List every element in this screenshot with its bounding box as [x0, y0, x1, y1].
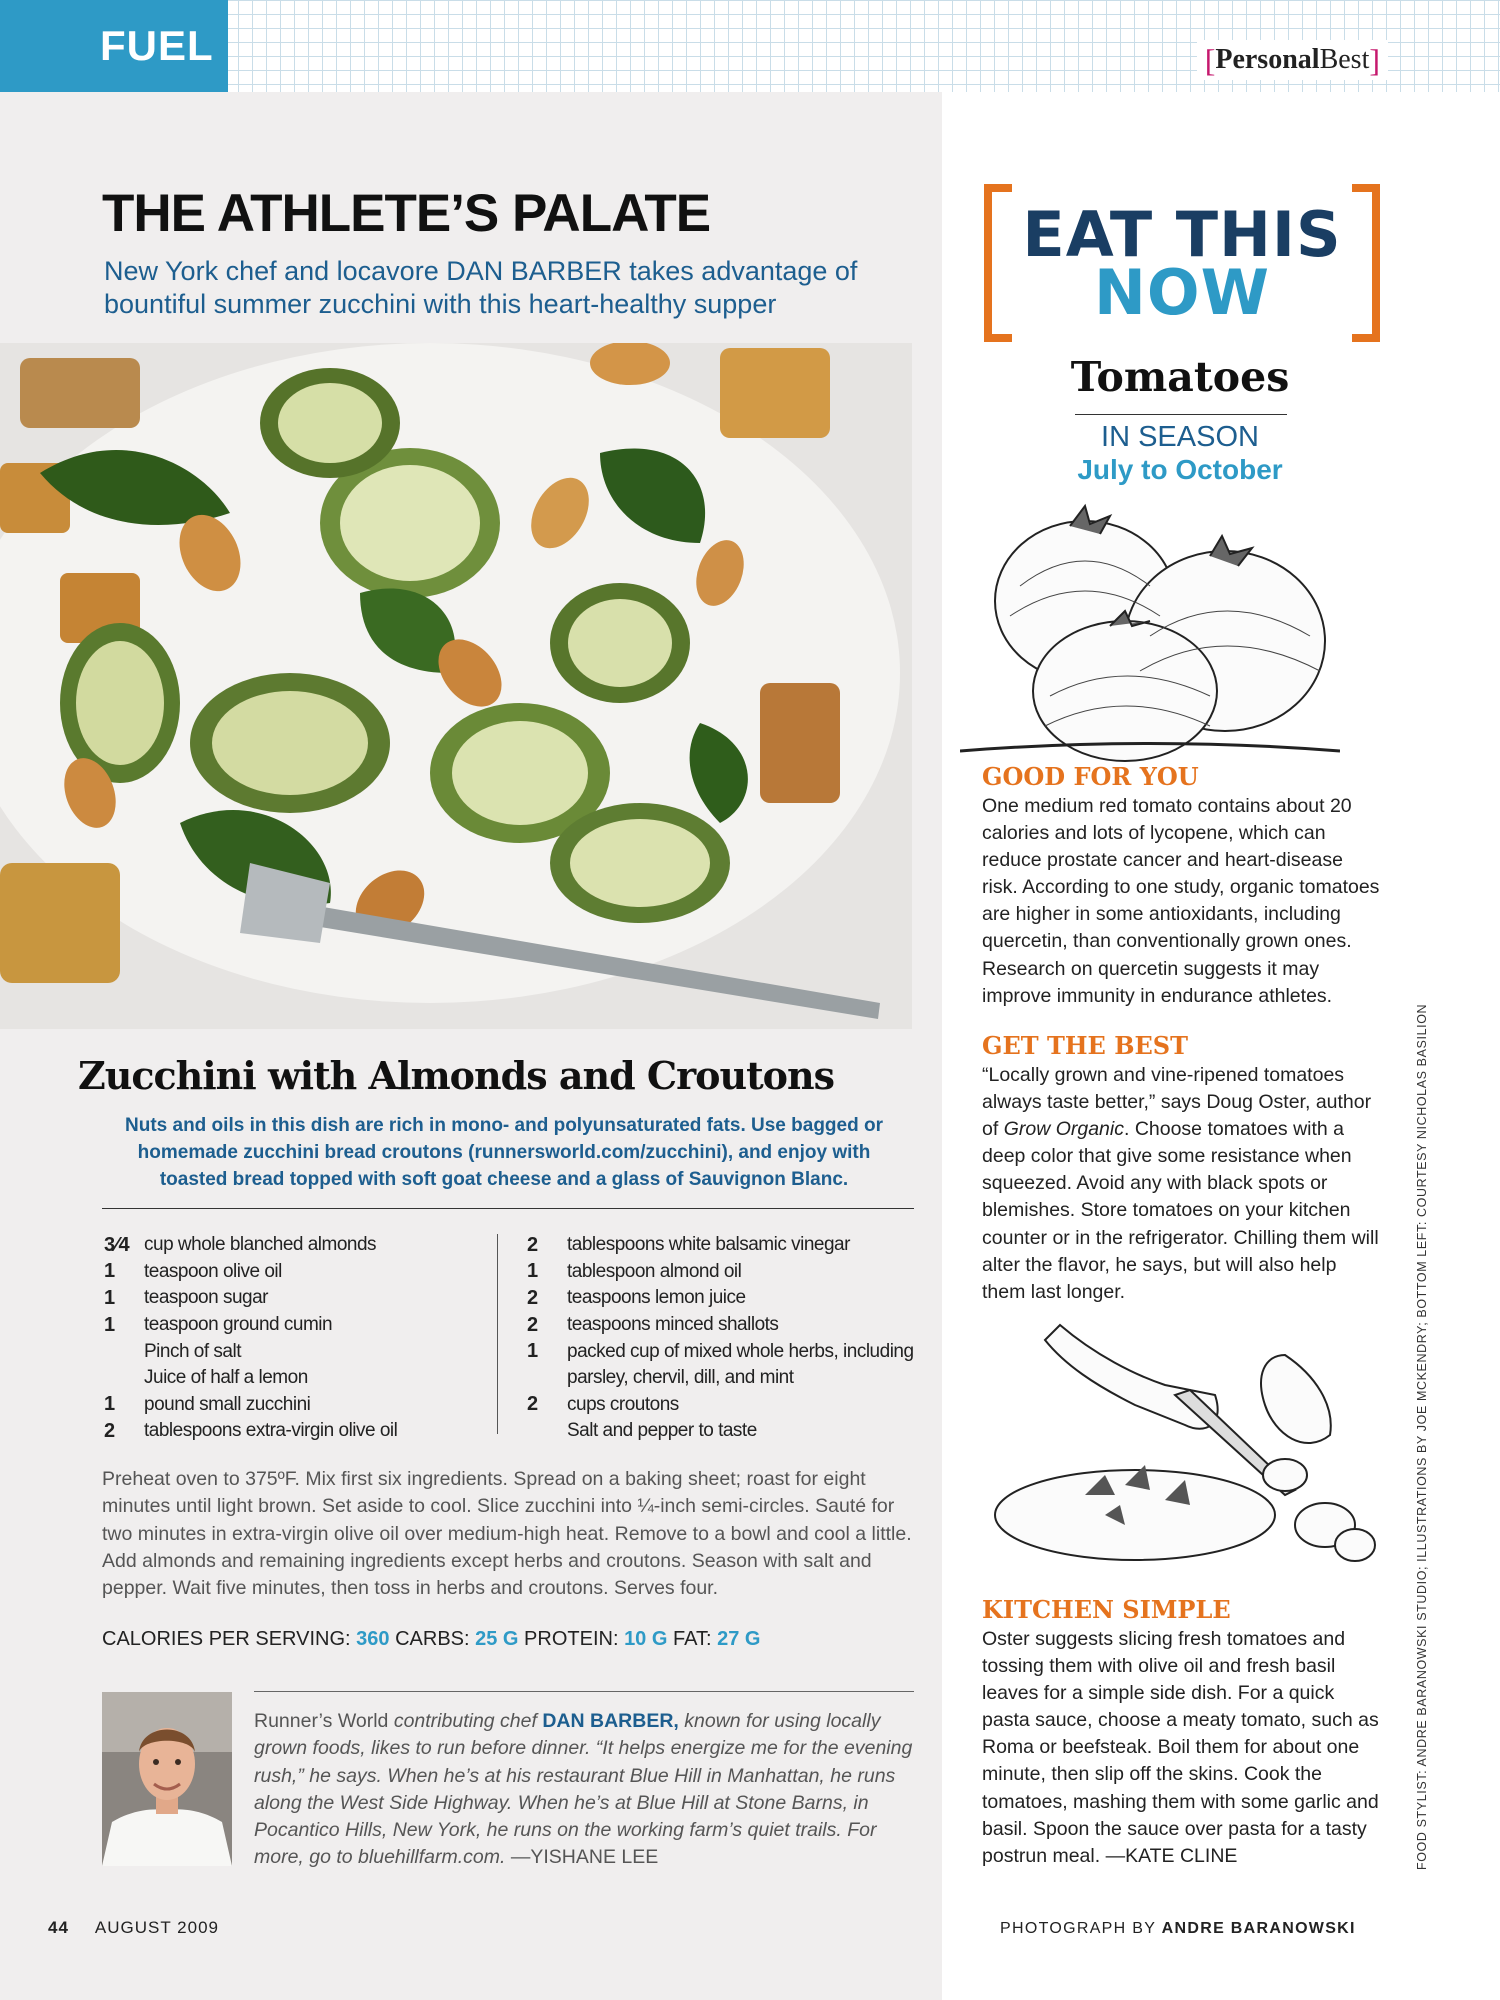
ingredient-row: 2 teaspoons lemon juice — [527, 1286, 746, 1309]
ingredient-row: Juice of half a lemon — [144, 1367, 308, 1389]
kitchen-simple-heading: KITCHEN SIMPLE — [982, 1595, 1231, 1624]
chef-bio: Runner’s World contributing chef DAN BARBER, known for using locally grown foods, likes to run before dinner. “It helps energize me for the evening rush,” he says. When he’s at his restaurant Blue Hill in Manhattan, he runs along the West Side Highway. When he’s at Blue Hill at Stone Barns, in Pocantico Hills, New York, he runs on the working farm’s quiet trails. For more, go to bluehillfarm.com. —YISHANE LEE — [254, 1710, 913, 1869]
ingredient-row: 1 teaspoon ground cumin — [104, 1313, 333, 1336]
kitchen-simple-text: Oster suggests slicing fresh tomatoes and tossing them with olive oil and fresh basil leaves for a simple side dish. For a quick pasta sauce, choose a meaty tomato, such as Roma or beefsteak. Boil them for about one minute, then slip off the skins. Cook the tomatoes, mashing them with some garlic and basil. Spoon the sauce over pasta for a tasty postrun meal. —KATE CLINE — [982, 1628, 1379, 1867]
recipe-intro: Nuts and oils in this dish are rich in mono- and polyunsaturated fats. Use bagged or homemade zucchini bread croutons (runnersworld.com/zucchini), and enjoy with toasted bread topped with soft goat cheese and a glass of Sauvignon Blanc. — [125, 1115, 883, 1190]
ingredient-row: Pinch of salt — [144, 1340, 241, 1362]
get-the-best-text: “Locally grown and vine-ripened tomatoes always taste better,” says Doug Oster, author of Grow Organic. Choose tomatoes with a deep color that give some resistance when squeezed. Avoid any with black spots or blemishes. Store tomatoes on your kitchen counter or in the refrigerator. Chilling them will alter the flavor, he says, but will also help them last longer. — [982, 1064, 1379, 1303]
ingredient-row: 1 teaspoon sugar — [104, 1286, 268, 1309]
ingredient-row: Salt and pepper to taste — [567, 1420, 757, 1442]
good-for-you-text: One medium red tomato contains about 20 calories and lots of lycopene, which can reduce prostate cancer and heart-disease risk. According to one study, organic tomatoes are higher in some antioxidants, including quercetin, than conventionally grown ones. Research on quercetin suggests it may improve immunity in endurance athletes. — [982, 795, 1380, 1007]
tomatoes-illustration — [960, 496, 1340, 766]
recipe-method: Preheat oven to 375ºF. Mix first six ingredients. Spread on a baking sheet; roast for eight minutes until light brown. Set aside to cool. Slice zucchini into ¼-inch semi-circles. Sauté for two minutes in extra-virgin olive oil over medium-high heat. Remove to a bowl and cool a little. Add almonds and remaining ingredients except herbs and croutons. Season with salt and pepper. Wait five minutes, then toss in herbs and croutons. Serves four. — [102, 1468, 912, 1600]
ingredients-list-left — [104, 1232, 494, 1445]
article-deck: New York chef and locavore DAN BARBER takes advantage of bountiful summer zucchini with this heart-healthy supper — [104, 256, 858, 319]
now-heading: NOW — [1094, 256, 1270, 329]
ingredient-row: 1 pound small zucchini — [104, 1393, 311, 1416]
recipe-title: Zucchini with Almonds and Croutons — [77, 1053, 835, 1098]
ingredient-row: 3⁄4 cup whole blanched almonds — [104, 1233, 377, 1256]
eat-this-heading: EAT THIS — [1022, 198, 1342, 271]
produce-name: Tomatoes — [1070, 353, 1290, 401]
season-label: IN SEASON — [1101, 421, 1259, 453]
section-tab: FUEL — [0, 0, 228, 92]
good-for-you-heading: GOOD FOR YOU — [982, 762, 1199, 791]
chopping-illustration — [985, 1315, 1380, 1575]
page-folio: 44 AUGUST 2009 — [48, 1918, 219, 1937]
get-the-best-heading: GET THE BEST — [982, 1031, 1188, 1060]
ingredient-row: 1 teaspoon olive oil — [104, 1260, 282, 1283]
vertical-credits: FOOD STYLIST: ANDRE BARANOWSKI STUDIO; ILLUSTRATIONS BY JOE MCKENDRY; BOTTOM LEFT: COURTESY NICHOLAS BASILION — [1415, 1003, 1429, 1870]
ingredients-rule — [102, 1208, 914, 1209]
bio-rule — [254, 1691, 914, 1692]
magazine-logo: [ Personal Best ] — [1197, 40, 1388, 80]
ingredients-list-right — [527, 1232, 917, 1445]
ingredient-row: 2 cups croutons — [527, 1393, 679, 1416]
ingredients-divider — [497, 1234, 498, 1434]
ingredient-row: parsley, chervil, dill, and mint — [567, 1367, 794, 1389]
chef-portrait — [102, 1692, 232, 1866]
chef-portrait-illustration — [102, 1692, 232, 1866]
salad-illustration — [0, 343, 912, 1029]
photo-credit: PHOTOGRAPH BY ANDRE BARANOWSKI — [1000, 1920, 1356, 1937]
zucchini-salad-photo — [0, 343, 912, 1029]
produce-rule — [1075, 414, 1287, 415]
nutrition-line: CALORIES PER SERVING: 360 CARBS: 25 G PROTEIN: 10 G FAT: 27 G — [102, 1628, 761, 1650]
season-dates: July to October — [1077, 454, 1283, 485]
article-title: THE ATHLETE’S PALATE — [102, 184, 711, 243]
ingredient-row: 2 teaspoons minced shallots — [527, 1313, 779, 1336]
ingredient-row: 1 tablespoon almond oil — [527, 1260, 742, 1283]
ingredient-row: 1 packed cup of mixed whole herbs, including — [527, 1340, 914, 1363]
ingredient-row: 2 tablespoons extra-virgin olive oil — [104, 1419, 398, 1442]
ingredient-row: 2 tablespoons white balsamic vinegar — [527, 1233, 850, 1256]
eat-this-now-box — [982, 184, 1382, 342]
